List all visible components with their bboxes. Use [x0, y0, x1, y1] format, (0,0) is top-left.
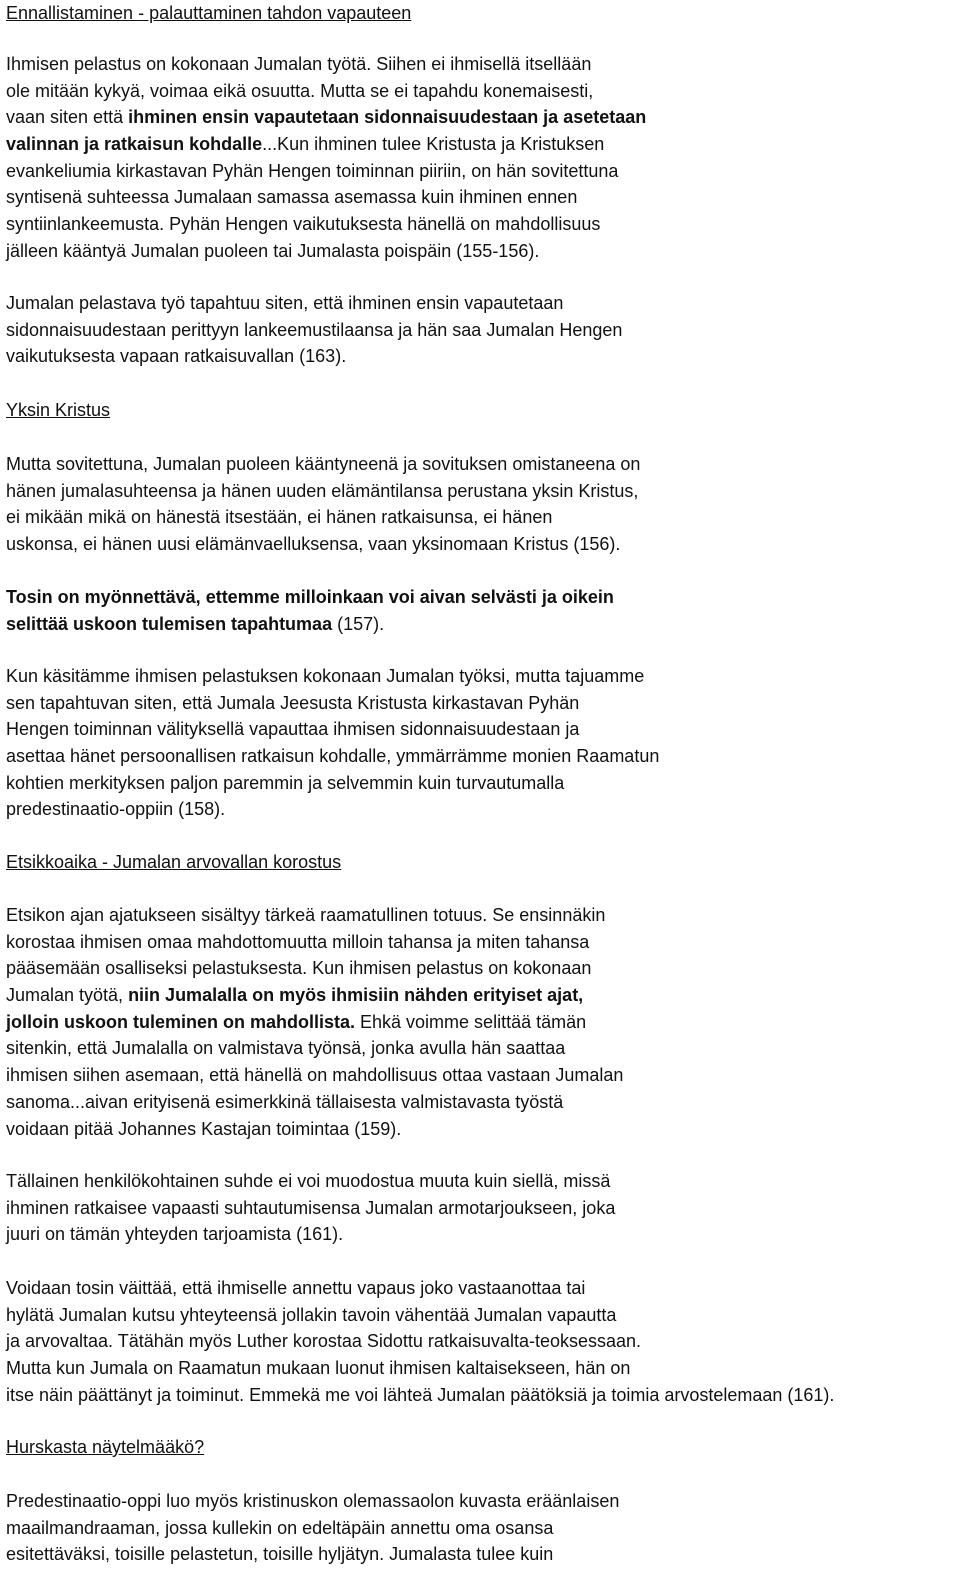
text-run: Jumalan pelastava työ tapahtuu siten, että ihminen ensin vapautetaan [6, 293, 564, 313]
heading-ennallistaminen: Ennallistaminen - palauttaminen tahdon vapauteen [6, 3, 412, 23]
text-run: itse näin päättänyt ja toiminut. Emmekä me voi lähteä Jumalan päätöksiä ja toimia arvostelemaan (161). [6, 1384, 835, 1405]
text-run: asettaa hänet persoonallisen ratkaisun kohdalle, ymmärrämme monien Raamatun [6, 746, 660, 767]
bold-text: Tosin on myönnettävä, ettemme milloinkaan voi aivan selvästi ja oikein [6, 587, 614, 607]
text-line [6, 478, 640, 505]
text-run: pääsemään osalliseksi pelastuksesta. Kun ihmisen pelastus on kokonaan [6, 958, 592, 979]
text-line [6, 1328, 834, 1355]
heading-etsikkoaika: Etsikkoaika - Jumalan arvovallan korostus [6, 852, 342, 872]
text-line [6, 796, 659, 823]
paragraph-4 [6, 584, 614, 637]
heading-yksin-kristus: Yksin Kristus [6, 400, 111, 420]
text-line [6, 743, 659, 770]
text-line [6, 955, 623, 982]
text-run: juuri on tämän yhteyden tarjoamista (161). [6, 1224, 344, 1245]
text-line [6, 104, 646, 131]
text-run: Predestinaatio-oppi luo myös kristinuskon olemassaolon kuvasta eräänlaisen [6, 1491, 620, 1511]
text-run: (157). [332, 613, 385, 634]
text-run: vaan siten että [6, 107, 129, 128]
text-run: Mutta sovitettuna, Jumalan puoleen kääntyneenä ja sovituksen omistaneena on [6, 454, 641, 474]
text-run: ei mikään mikä on hänestä itsestään, ei hänen ratkaisunsa, ei hänen [6, 507, 553, 528]
text-run: Kun käsitämme ihmisen pelastuksen kokonaan Jumalan työksi, mutta tajuamme [6, 666, 645, 686]
text-line [6, 343, 622, 370]
text-run: Ihmisen pelastus on kokonaan Jumalan työtä. Siihen ei ihmisellä itsellään [6, 54, 592, 74]
text-run: Voidaan tosin väittää, että ihmiselle annettu vapaus joko vastaanottaa tai [6, 1278, 586, 1298]
text-line [6, 317, 622, 344]
text-line [6, 1355, 834, 1382]
text-run: sitenkin, että Jumalalla on valmistava työnsä, jonka avulla hän saattaa [6, 1038, 566, 1059]
text-line [6, 131, 646, 158]
text-line [6, 51, 646, 78]
bold-text: valinnan ja ratkaisun kohdalle [6, 134, 263, 155]
text-run: Etsikon ajan ajatukseen sisältyy tärkeä raamatullinen totuus. Se ensinnäkin [6, 905, 606, 925]
text-run: Jumalan työtä, [6, 985, 129, 1006]
text-run: ihminen ratkaisee vapaasti suhtautumisensa Jumalan armotarjoukseen, joka [6, 1197, 616, 1218]
paragraph-6 [6, 902, 623, 1142]
text-line [6, 1488, 619, 1515]
text-run: vaikutuksesta vapaan ratkaisuvallan (163). [6, 346, 347, 367]
text-run: ...Kun ihminen tulee Kristusta ja Kristuksen [262, 134, 605, 155]
text-line [6, 690, 659, 717]
text-line [6, 716, 659, 743]
text-run: Tällainen henkilökohtainen suhde ei voi muodostua muuta kuin siellä, missä [6, 1171, 611, 1191]
text-line [6, 531, 640, 558]
paragraph-9 [6, 1488, 619, 1568]
text-line [6, 929, 623, 956]
text-line [6, 1195, 615, 1222]
text-line [6, 1275, 834, 1302]
text-run: syntiinlankeemusta. Pyhän Hengen vaikutuksesta hänellä on mahdollisuus [6, 214, 601, 235]
paragraph-7 [6, 1168, 615, 1248]
paragraph-3 [6, 451, 640, 558]
text-line [6, 1035, 623, 1062]
bold-text: selittää uskoon tulemisen tapahtumaa [6, 613, 333, 634]
text-run: kohtien merkityksen paljon paremmin ja selvemmin kuin turvautumalla [6, 772, 565, 793]
text-line [6, 238, 646, 265]
paragraph-1 [6, 51, 646, 265]
text-run: syntisenä suhteessa Jumalaan samassa asemassa kuin ihminen ennen [6, 187, 578, 208]
bold-text: ihminen ensin vapautetaan sidonnaisuudestaan ja asetetaan [128, 107, 647, 128]
text-run: uskonsa, ei hänen uusi elämänvaelluksensa, vaan yksinomaan Kristus (156). [6, 534, 621, 555]
text-run: evankeliumia kirkastavan Pyhän Hengen toiminnan piiriin, on hän sovitettuna [6, 160, 619, 181]
bold-text: jolloin uskoon tuleminen on mahdollista. [6, 1011, 356, 1032]
paragraph-2 [6, 290, 622, 370]
text-line [6, 1515, 619, 1542]
text-run: predestinaatio-oppiin (158). [6, 799, 226, 820]
text-line [6, 1009, 623, 1036]
text-line [6, 1382, 834, 1409]
text-line [6, 1221, 615, 1248]
text-run: Mutta kun Jumala on Raamatun mukaan luonut ihmisen kaltaisekseen, hän on [6, 1358, 631, 1379]
text-run: hänen jumalasuhteensa ja hänen uuden elämäntilansa perustana yksin Kristus, [6, 480, 639, 501]
text-run: ja arvovaltaa. Tätähän myös Luther korostaa Sidottu ratkaisuvalta-teoksessaan. [6, 1331, 642, 1352]
text-line [6, 770, 659, 797]
text-run: ihmisen siihen asemaan, että hänellä on mahdollisuus ottaa vastaan Jumalan [6, 1065, 624, 1086]
text-line [6, 1116, 623, 1143]
text-run: korostaa ihmisen omaa mahdottomuutta milloin tahansa ja miten tahansa [6, 931, 590, 952]
text-line [6, 504, 640, 531]
text-line [6, 211, 646, 238]
heading-hurskasta: Hurskasta näytelmääkö? [6, 1437, 205, 1457]
text-line [6, 290, 622, 317]
text-run: voidaan pitää Johannes Kastajan toimintaa (159). [6, 1118, 402, 1139]
text-line [6, 1062, 623, 1089]
text-run: Hengen toiminnan välityksellä vapauttaa ihmisen sidonnaisuudestaan ja [6, 719, 580, 740]
text-line [6, 451, 640, 478]
text-run: jälleen kääntyä Jumalan puoleen tai Jumalasta poispäin (155-156). [6, 240, 540, 261]
text-line [6, 1089, 623, 1116]
text-run: Ehkä voimme selittää tämän [355, 1011, 587, 1032]
paragraph-5 [6, 663, 659, 823]
text-line [6, 1541, 619, 1568]
text-line [6, 1168, 615, 1195]
text-run: hylätä Jumalan kutsu yhteyteensä jollakin tavoin vähentää Jumalan vapautta [6, 1304, 617, 1325]
text-line [6, 902, 623, 929]
text-line [6, 184, 646, 211]
text-line [6, 663, 659, 690]
text-line [6, 158, 646, 185]
text-line [6, 78, 646, 105]
text-line [6, 982, 623, 1009]
text-line [6, 1302, 834, 1329]
text-line [6, 611, 614, 638]
paragraph-8 [6, 1275, 834, 1408]
text-run: sanoma...aivan erityisenä esimerkkinä tällaisesta valmistavasta työstä [6, 1091, 564, 1112]
text-run: sidonnaisuudestaan perittyyn lankeemustilaansa ja hän saa Jumalan Hengen [6, 319, 623, 340]
text-run: ole mitään kykyä, voimaa eikä osuutta. Mutta se ei tapahdu konemaisesti, [6, 80, 594, 101]
text-run: sen tapahtuvan siten, että Jumala Jeesusta Kristusta kirkastavan Pyhän [6, 692, 580, 713]
text-line [6, 584, 614, 611]
text-run: esitettäväksi, toisille pelastetun, toisille hyljätyn. Jumalasta tulee kuin [6, 1544, 554, 1565]
bold-text: niin Jumalalla on myös ihmisiin nähden erityiset ajat, [128, 985, 584, 1006]
text-run: maailmandraaman, jossa kullekin on edeltäpäin annettu oma osansa [6, 1517, 554, 1538]
